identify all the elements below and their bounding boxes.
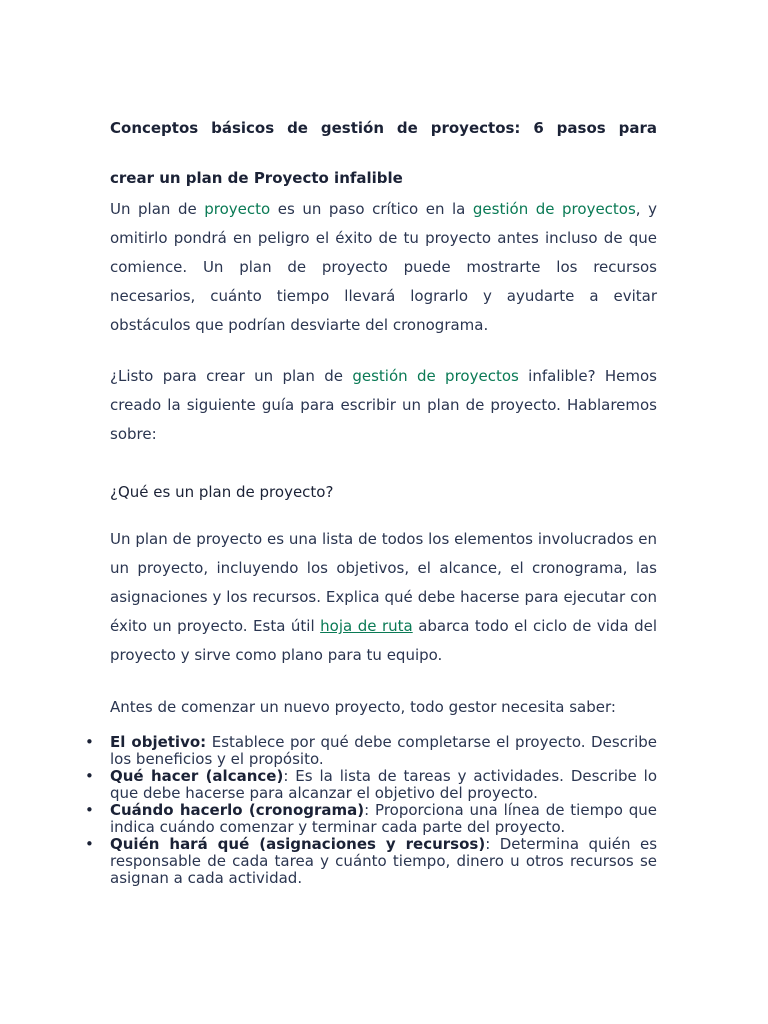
list-item xyxy=(85,767,658,802)
paragraph-definition xyxy=(110,525,657,670)
document-page xyxy=(85,112,658,887)
list-item-desc: : Es la lista de tareas y actividades. Describe lo que debe hacerse para alcanzar el objetivo del proyecto. xyxy=(110,767,658,802)
hoja-de-ruta-link[interactable]: hoja de ruta xyxy=(320,617,413,635)
requirements-list xyxy=(85,733,658,887)
paragraph-guide xyxy=(110,362,657,449)
list-item xyxy=(85,733,657,768)
list-item-desc: : Determina quién es responsable de cada tarea y cuánto tiempo, dinero u otros recursos se asignan a cada actividad. xyxy=(110,835,658,887)
paragraph-text: abarca todo el ciclo de vida del proyecto y sirve como plano para tu equipo. xyxy=(110,617,657,664)
list-item-term: El objetivo: xyxy=(110,733,207,751)
bullet-icon: • xyxy=(85,733,94,751)
paragraph-text: Un plan de xyxy=(110,200,205,218)
gestion-proyectos-link[interactable]: gestión de proyectos xyxy=(472,200,636,218)
paragraph-text: , y omitirlo pondrá en peligro el éxito de tu proyecto antes incluso de que comience. Un plan de proyecto puede mostrarte los recursos necesarios, cuánto tiempo llevará lograrlo y ayudarte a evitar obstáculos que podrían desviarte del cronograma. xyxy=(110,200,657,334)
bullet-icon: • xyxy=(85,835,94,853)
bullet-icon: • xyxy=(85,767,94,785)
paragraph-text: ¿Listo para crear un plan de xyxy=(110,367,353,385)
list-item xyxy=(85,835,658,887)
proyecto-link[interactable]: proyecto xyxy=(204,200,271,218)
list-item-term: Cuándo hacerlo (cronograma) xyxy=(110,801,365,819)
section-heading: ¿Qué es un plan de proyecto? xyxy=(110,483,334,501)
list-item-term: Qué hacer (alcance) xyxy=(110,767,284,785)
list-item-term: Quién hará qué (asignaciones y recursos) xyxy=(110,835,486,853)
paragraph-text: infalible? Hemos creado la siguiente guía para escribir un plan de proyecto. Hablaremos sobre: xyxy=(110,367,657,443)
paragraph-intro xyxy=(110,195,657,340)
list-item-desc: Establece por qué debe completarse el proyecto. Describe los beneficios y el propósito. xyxy=(110,733,657,768)
list-item-desc: : Proporciona una línea de tiempo que indica cuándo comenzar y terminar cada parte del proyecto. xyxy=(110,801,657,836)
list-intro: Antes de comenzar un nuevo proyecto, todo gestor necesita saber: xyxy=(110,698,616,716)
document-title-line-1: Conceptos básicos de gestión de proyectos: 6 pasos para xyxy=(110,119,657,137)
document-title-line-2: crear un plan de Proyecto infalible xyxy=(110,169,403,187)
list-item xyxy=(85,801,657,836)
gestion-proyectos-link-2[interactable]: gestión de proyectos xyxy=(352,367,519,385)
paragraph-text: Un plan de proyecto es una lista de todos los elementos involucrados en un proyecto, incluyendo los objetivos, el alcance, el cronograma, las asignaciones y los recursos. Explica qué debe hacerse para ejecutar con éxito un proyecto. Esta útil xyxy=(110,530,657,635)
paragraph-text: es un paso crítico en la xyxy=(270,200,473,218)
bullet-icon: • xyxy=(85,801,94,819)
